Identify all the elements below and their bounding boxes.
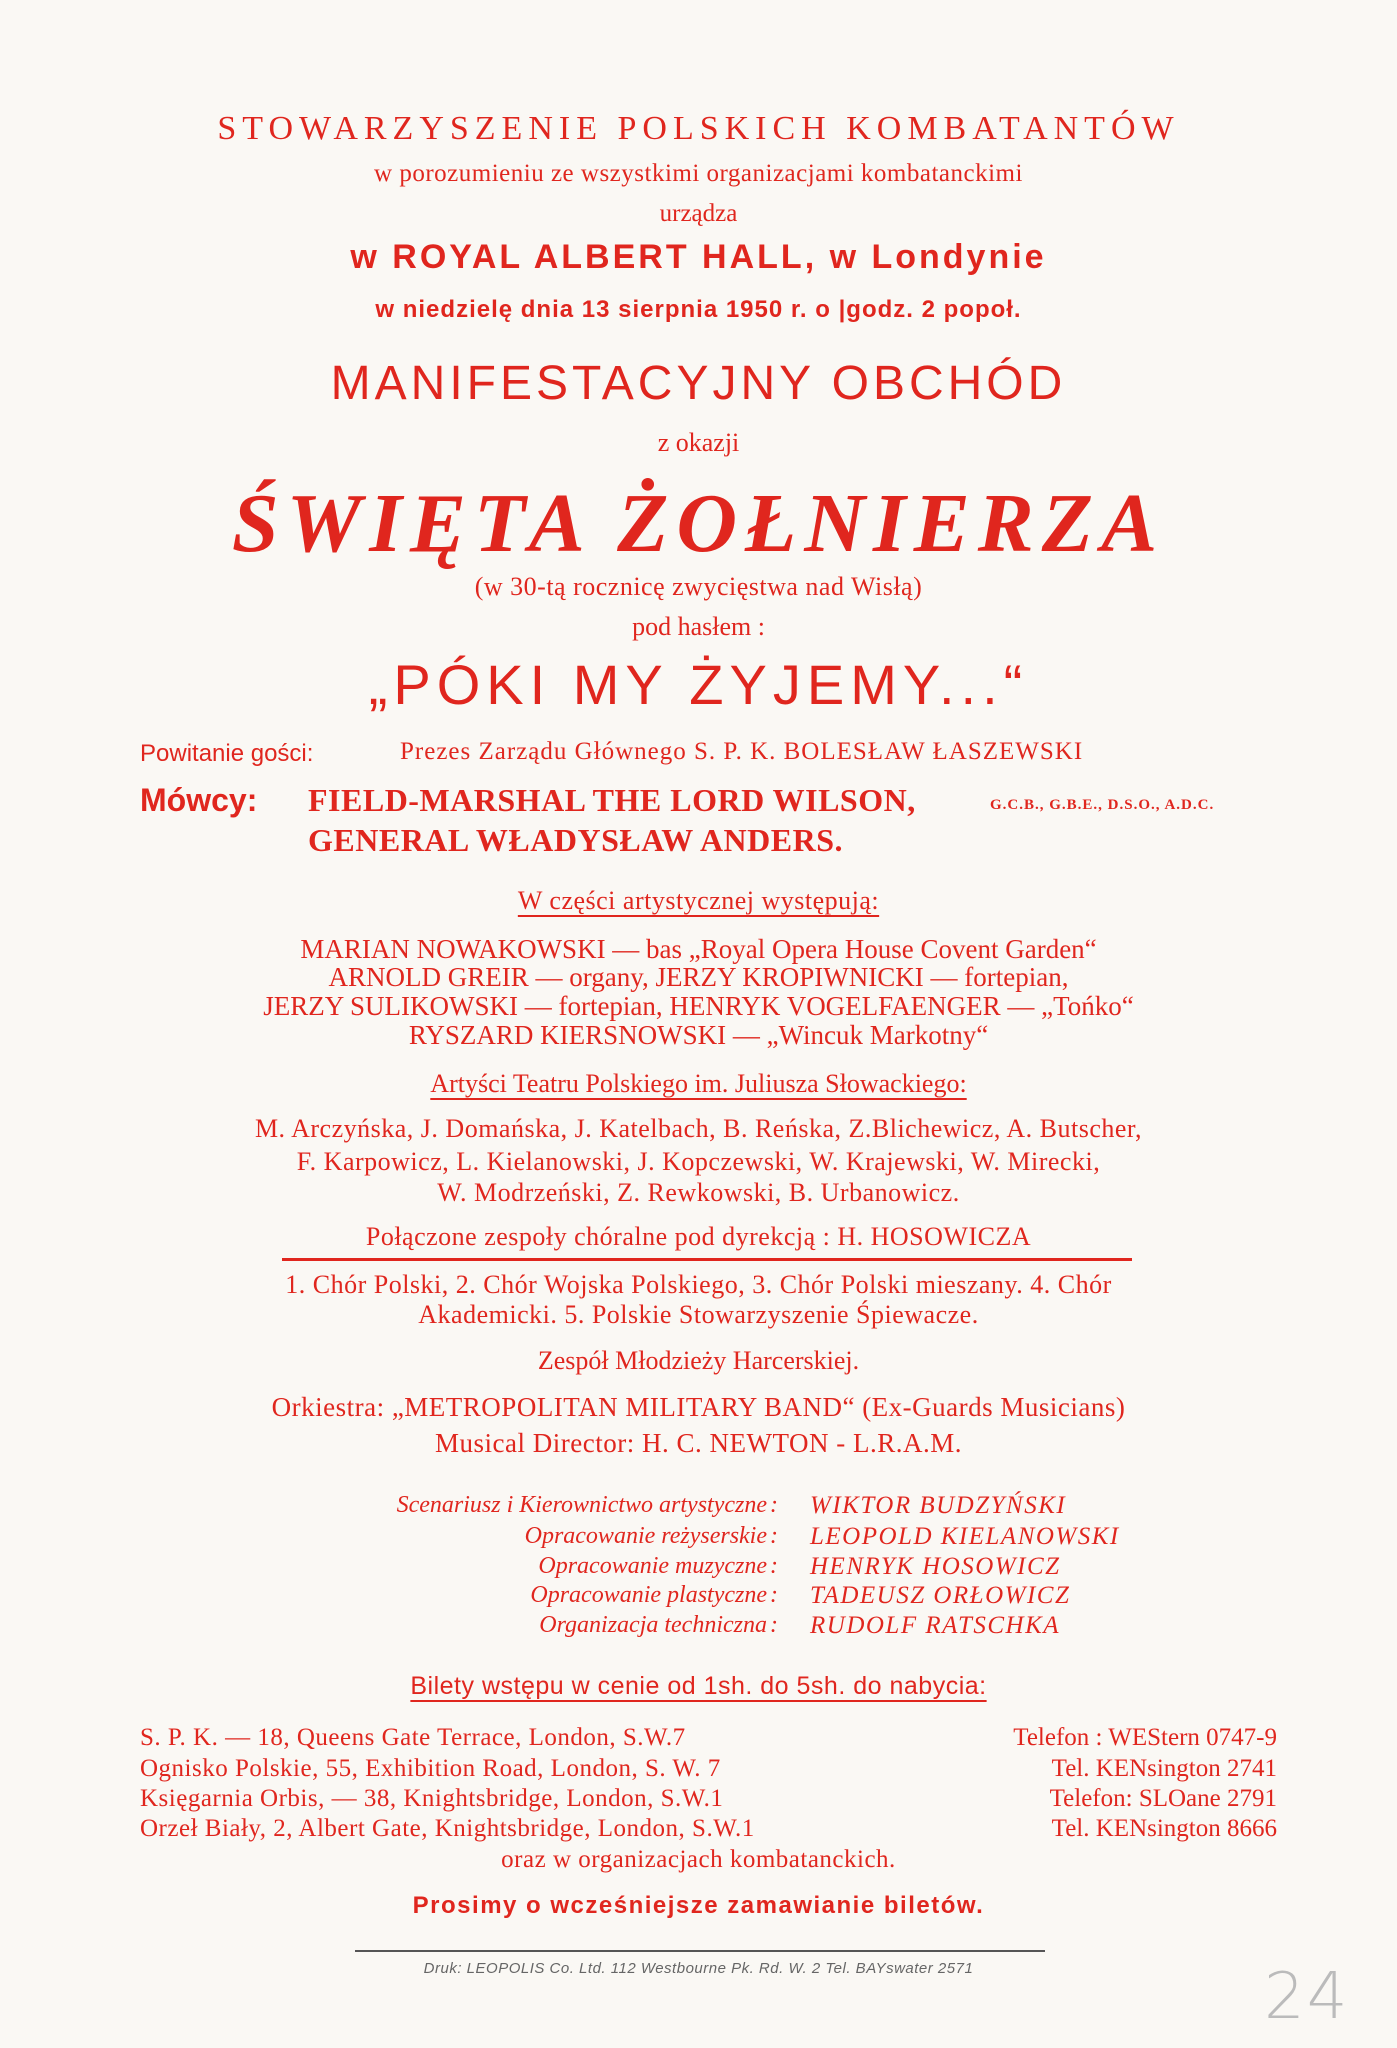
theatre-line-3: W. Modrzeński, Z. Rewkowski, B. Urbanowicz.	[437, 1178, 960, 1207]
ticket-outlet-orzel: Orzeł Biały, 2, Albert Gate, Knightsbridge, London, S.W.1	[140, 1815, 755, 1842]
theatre-heading: Artyści Teatru Polskiego im. Juliusza Słowackiego:	[430, 1069, 967, 1098]
speaker-anders: GENERAL WŁADYSŁAW ANDERS.	[308, 822, 844, 858]
credit-colon: :	[770, 1523, 778, 1549]
footer-rule	[355, 1950, 1045, 1952]
orchestra-line-1: Orkiestra: „METROPOLITAN MILITARY BAND“ (Ex-Guards Musicians)	[271, 1392, 1126, 1422]
speaker-wilson-honours: G.C.B., G.B.E., D.S.O., A.D.C.	[990, 797, 1215, 813]
ticket-phone-orbis: Telefon: SLOane 2791	[1049, 1785, 1277, 1812]
event-title: MANIFESTACYJNY OBCHÓD	[330, 357, 1067, 410]
choirs-line-1: 1. Chór Polski, 2. Chór Wojska Polskiego, 3. Chór Polski mieszany. 4. Chór	[285, 1270, 1112, 1299]
choirs-line-2: Akademicki. 5. Polskie Stowarzyszenie Śpiewacze.	[418, 1300, 979, 1329]
credit-role: Organizacja techniczna	[539, 1612, 767, 1638]
anniversary-line: (w 30-tą rocznicę zwycięstwa nad Wisłą)	[474, 572, 923, 601]
credit-name: WIKTOR BUDZYŃSKI	[810, 1492, 1067, 1519]
event-date: w niedzielę dnia 13 sierpnia 1950 r. o |godz. 2 popoł.	[375, 296, 1022, 323]
orchestra-line-2: Musical Director: H. C. NEWTON - L.R.A.M.	[435, 1428, 962, 1458]
credit-colon: :	[770, 1553, 778, 1579]
ticket-outlet-orbis: Księgarnia Orbis, — 38, Knightsbridge, London, S.W.1	[140, 1785, 724, 1812]
ticket-phone-orzel: Tel. KENsington 8666	[1051, 1815, 1277, 1842]
printer-credit: Druk: LEOPOLIS Co. Ltd. 112 Westbourne Pk. Rd. W. 2 Tel. BAYswater 2571	[423, 1960, 974, 1977]
welcome-label: Powitanie gości:	[140, 740, 314, 767]
ticket-also: oraz w organizacjach kombatanckich.	[501, 1846, 896, 1873]
credit-role: Opracowanie plastyczne	[530, 1582, 767, 1608]
youth-ensemble: Zespół Młodzieży Harcerskiej.	[537, 1346, 860, 1375]
credit-colon: :	[770, 1492, 778, 1518]
speakers-label: Mówcy:	[140, 782, 258, 818]
header-line-3: urządza	[659, 200, 738, 227]
motto: „PÓKI MY ŻYJEMY...“	[368, 653, 1029, 716]
credit-role: Opracowanie reżyserskie	[524, 1523, 767, 1549]
artistic-line-4: RYSZARD KIERSNOWSKI — „Wincuk Markotny“	[408, 1020, 989, 1050]
credit-role: Scenariusz i Kierownictwo artystyczne	[396, 1492, 767, 1518]
booking-request: Prosimy o wcześniejsze zamawianie biletów.	[412, 1892, 985, 1919]
choirs-heading-rule	[282, 1258, 1132, 1261]
ticket-phone-ognisko: Tel. KENsington 2741	[1051, 1755, 1277, 1782]
credit-name: TADEUSZ ORŁOWICZ	[810, 1582, 1071, 1609]
ticket-outlet-ognisko: Ognisko Polskie, 55, Exhibition Road, London, S. W. 7	[140, 1755, 721, 1782]
speaker-wilson: FIELD-MARSHAL THE LORD WILSON,	[308, 782, 916, 818]
ticket-phone-spk: Telefon : WEStern 0747-9	[1013, 1724, 1277, 1751]
credit-name: RUDOLF RATSCHKA	[810, 1612, 1061, 1639]
credit-role: Opracowanie muzyczne	[538, 1553, 767, 1579]
tickets-heading: Bilety wstępu w cenie od 1sh. do 5sh. do nabycia:	[410, 1672, 987, 1700]
organization-name: STOWARZYSZENIE POLSKICH KOMBATANTÓW	[217, 110, 1180, 147]
credit-colon: :	[770, 1582, 778, 1608]
artistic-line-2: ARNOLD GREIR — organy, JERZY KROPIWNICKI — fortepian,	[328, 962, 1069, 992]
holiday-name: ŚWIĘTA ŻOŁNIERZA	[231, 477, 1166, 570]
artistic-line-1: MARIAN NOWAKOWSKI — bas „Royal Opera House Covent Garden“	[300, 934, 1097, 964]
occasion-line: z okazji	[657, 428, 740, 457]
theatre-line-2: F. Karpowicz, L. Kielanowski, J. Kopczewski, W. Krajewski, W. Mirecki,	[296, 1147, 1101, 1176]
header-line-2: w porozumieniu ze wszystkimi organizacjami kombatanckimi	[374, 160, 1023, 187]
welcome-text: Prezes Zarządu Głównego S. P. K. BOLESŁAW ŁASZEWSKI	[400, 738, 1084, 765]
choirs-heading: Połączone zespoły chóralne pod dyrekcją : H. HOSOWICZA	[365, 1222, 1032, 1251]
page-number: 24	[1264, 1960, 1350, 2034]
venue: w ROYAL ALBERT HALL, w Londynie	[350, 238, 1047, 276]
ticket-outlet-spk: S. P. K. — 18, Queens Gate Terrace, London, S.W.7	[140, 1724, 686, 1751]
artistic-heading: W części artystycznej występują:	[517, 886, 880, 915]
credit-name: LEOPOLD KIELANOWSKI	[810, 1523, 1120, 1550]
theatre-line-1: M. Arczyńska, J. Domańska, J. Katelbach, B. Reńska, Z.Blichewicz, A. Butscher,	[254, 1114, 1143, 1143]
credit-colon: :	[770, 1612, 778, 1638]
motto-intro: pod hasłem :	[632, 612, 765, 641]
credit-name: HENRYK HOSOWICZ	[810, 1553, 1061, 1580]
artistic-line-3: JERZY SULIKOWSKI — fortepian, HENRYK VOGELFAENGER — „Tońko“	[263, 991, 1134, 1021]
